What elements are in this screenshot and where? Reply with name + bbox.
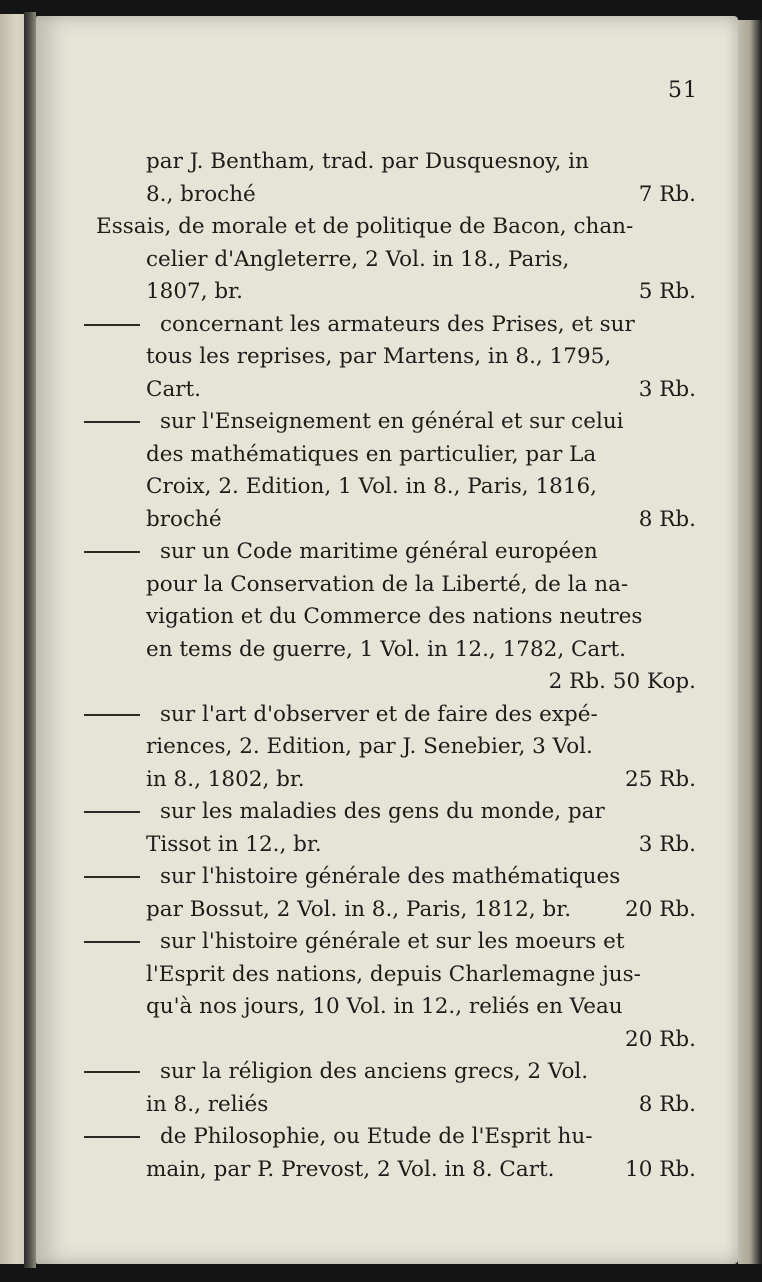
ditto-dash — [84, 1136, 140, 1138]
entry-text: Essais, de morale et de politique de Bacon, chan- — [96, 214, 634, 239]
entry-text: l'Esprit des nations, depuis Charlemagne jus- — [146, 961, 641, 987]
entry-text: par Bossut, 2 Vol. in 8., Paris, 1812, br. — [146, 896, 572, 922]
entry-price: 20 Rb. — [625, 896, 696, 922]
entry-text: vigation et du Commerce des nations neutres — [146, 604, 643, 629]
text-line — [96, 244, 696, 277]
entry-text: in 8., reliés — [146, 1091, 269, 1117]
entry-price: 5 Rb. — [638, 279, 696, 304]
price-line — [96, 504, 696, 537]
entry-text: sur les maladies des gens du monde, par — [160, 799, 605, 824]
catalog-entry — [96, 146, 696, 211]
entry-text: pour la Conservation de la Liberté, de la na- — [146, 571, 629, 597]
ditto-dash — [84, 324, 140, 326]
ditto-dash — [84, 714, 140, 716]
price-line — [96, 179, 696, 212]
ditto-dash — [84, 941, 140, 943]
entry-price: 8 Rb. — [638, 506, 696, 532]
ditto-dash — [84, 551, 140, 553]
catalog-text — [96, 146, 696, 1186]
catalog-entry — [96, 926, 696, 1056]
entry-text: tous les reprises, par Martens, in 8., 1795, — [146, 344, 612, 369]
entry-text: sur un Code maritime général européen — [160, 539, 598, 564]
entry-text: sur l'histoire générale des mathématiques — [160, 864, 621, 889]
entry-text: concernant les armateurs des Prises, et sur — [160, 311, 635, 337]
entry-text: celier d'Angleterre, 2 Vol. in 18., Paris, — [146, 246, 570, 272]
entry-text: Tissot in 12., br. — [146, 831, 322, 857]
entry-text: Croix, 2. Edition, 1 Vol. in 8., Paris, 1816, — [146, 474, 598, 499]
ditto-line — [96, 926, 696, 959]
entry-text: 1807, br. — [146, 279, 243, 304]
entry-text: in 8., 1802, br. — [146, 766, 305, 792]
text-line — [96, 959, 696, 992]
entry-text: sur l'histoire générale et sur les moeurs et — [160, 929, 625, 954]
entry-text: de Philosophie, ou Etude de l'Esprit hu- — [160, 1124, 593, 1149]
price-line — [96, 1089, 696, 1122]
entry-price: 25 Rb. — [625, 766, 696, 792]
entry-text: sur l'Enseignement en général et sur celui — [160, 409, 624, 434]
previous-page-edge — [0, 14, 26, 1264]
text-line — [96, 991, 696, 1024]
entry-price: 2 Rb. 50 Kop. — [548, 669, 696, 694]
text-line — [96, 471, 696, 504]
price-line — [96, 894, 696, 927]
entry-text: des mathématiques en particulier, par La — [146, 441, 597, 467]
text-line — [96, 211, 696, 244]
catalog-entry — [96, 536, 696, 699]
ditto-line — [96, 536, 696, 569]
price-line — [96, 1024, 696, 1057]
ditto-dash — [84, 811, 140, 813]
price-line — [96, 829, 696, 862]
entry-text: sur l'art d'observer et de faire des expé- — [160, 701, 598, 727]
entry-text: qu'à nos jours, 10 Vol. in 12., reliés en Veau — [146, 994, 623, 1019]
ditto-line — [96, 861, 696, 894]
entry-price: 10 Rb. — [625, 1156, 696, 1182]
ditto-line — [96, 1056, 696, 1089]
entry-price: 20 Rb. — [625, 1026, 696, 1052]
catalog-entry — [96, 211, 696, 309]
catalog-entry — [96, 1121, 696, 1186]
entry-text: riences, 2. Edition, par J. Senebier, 3 Vol. — [146, 734, 593, 759]
ditto-line — [96, 796, 696, 829]
catalog-entry — [96, 796, 696, 861]
entry-price: 8 Rb. — [638, 1091, 696, 1117]
catalog-entry — [96, 699, 696, 797]
price-line — [96, 764, 696, 797]
entry-price: 3 Rb. — [638, 831, 696, 857]
text-line — [96, 341, 696, 374]
entry-text: en tems de guerre, 1 Vol. in 12., 1782, Cart. — [146, 636, 627, 662]
ditto-dash — [84, 1071, 140, 1073]
price-line — [96, 276, 696, 309]
ditto-line — [96, 1121, 696, 1154]
entry-price: 3 Rb. — [638, 376, 696, 402]
entry-text: main, par P. Prevost, 2 Vol. in 8. Cart. — [146, 1156, 555, 1182]
ditto-line — [96, 406, 696, 439]
ditto-line — [96, 699, 696, 732]
catalog-entry — [96, 861, 696, 926]
catalog-entry — [96, 309, 696, 407]
text-line — [96, 601, 696, 634]
ditto-line — [96, 309, 696, 342]
entry-text: sur la réligion des anciens grecs, 2 Vol. — [160, 1059, 589, 1084]
entry-text: Cart. — [146, 376, 202, 402]
catalog-entry — [96, 1056, 696, 1121]
text-line — [96, 146, 696, 179]
entry-text: 8., broché — [146, 181, 256, 207]
text-line — [96, 634, 696, 667]
price-line — [96, 374, 696, 407]
ditto-dash — [84, 421, 140, 423]
catalog-entry — [96, 406, 696, 536]
entry-text: par J. Bentham, trad. par Dusquesnoy, in — [146, 149, 589, 174]
text-line — [96, 439, 696, 472]
book-gutter — [24, 12, 36, 1268]
ditto-dash — [84, 876, 140, 878]
page-number: 51 — [668, 78, 698, 103]
text-line — [96, 731, 696, 764]
entry-text: broché — [146, 506, 222, 532]
page-fore-edge — [738, 20, 762, 1264]
entry-price: 7 Rb. — [638, 181, 696, 207]
price-line — [96, 666, 696, 699]
price-line — [96, 1154, 696, 1187]
text-line — [96, 569, 696, 602]
book-page — [36, 16, 738, 1264]
